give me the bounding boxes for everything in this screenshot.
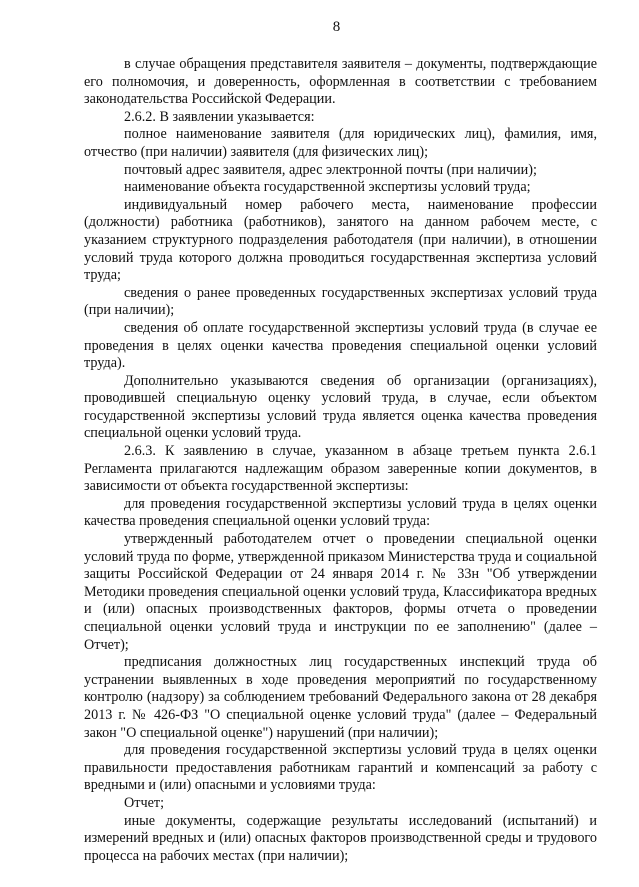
- paragraph-representative-documents: в случае обращения представителя заявителя – документы, подтверждающие его полномочия, и доверенность, оформленная в соответствии с требованием законодательства Российской Федерации.: [84, 56, 597, 108]
- page-number: 8: [332, 19, 341, 35]
- paragraph-other-documents: иные документы, содержащие результаты исследований (испытаний) и измерений вредных и (или) опасных факторов производственной среды и трудового процесса на рабочих местах (при наличии);: [84, 812, 597, 864]
- paragraph-guarantees-assessment: для проведения государственной экспертизы условий труда в целях оценки правильности предоставления работникам гарантий и компенсаций за работу с вредными и (или) опасными и условиями труда:: [84, 742, 597, 794]
- paragraph-payment-info: сведения об оплате государственной экспертизы условий труда (в случае ее проведения в целях оценки качества проведения специальной оценки условий труда).: [84, 319, 597, 372]
- paragraph-postal-address: почтовый адрес заявителя, адрес электронной почты (при наличии);: [124, 161, 537, 178]
- paragraph-applicant-name: полное наименование заявителя (для юридических лиц), фамилия, имя, отчество (при наличии) заявителя (для физических лиц);: [84, 126, 597, 160]
- paragraph-previous-expertise: сведения о ранее проведенных государственных экспертизах условий труда (при наличии);: [84, 284, 597, 319]
- paragraph-2-6-3-heading: 2.6.3. К заявлению в случае, указанном в абзаце третьем пункта 2.6.1 Регламента прилагаются надлежащим образом заверенные копии документов, в зависимости от объекта государственной экспертизы:: [84, 443, 597, 495]
- paragraph-workplace-number: индивидуальный номер рабочего места, наименование профессии (должности) работника (работников), занятого на данном рабочем месте, с указанием структурного подразделения работодателя (при наличии), в отношении условий труда которого должна проводиться государственная экспертиза условий труда;: [84, 196, 597, 284]
- paragraph-expertise-object: наименование объекта государственной экспертизы условий труда;: [124, 179, 531, 196]
- paragraph-quality-assessment: для проведения государственной экспертизы условий труда в целях оценки качества проведения специальной оценки условий труда:: [84, 495, 597, 530]
- paragraph-additional-info: Дополнительно указываются сведения об организации (организациях), проводившей специальную оценку условий труда, в случае, если объектом государственной экспертизы условий труда является оценка качества проведения специальной оценки условий труда.: [84, 372, 597, 442]
- paragraph-inspection-orders: предписания должностных лиц государственных инспекций труда об устранении выявленных в ходе проведения мероприятий по государственному контролю (надзору) за соблюдением требований Федерального закона от 28 декабря 2013 г. № 426-ФЗ "О специальной оценке условий труда" (далее – Федеральный закон "О специальной оценке") нарушений (при наличии);: [84, 654, 597, 741]
- paragraph-approved-report: утвержденный работодателем отчет о проведении специальной оценки условий труда по форме, утвержденной приказом Министерства труда и социальной защиты Российской Федерации от 24 января 2014 г. № 33н "Об утверждении Методики проведения специальной оценки условий труда, Классификатора вредных и (или) опасных производственных факторов, формы отчета о проведении специальной оценки условий труда и инструкции по ее заполнению" (далее – Отчет);: [84, 531, 597, 653]
- paragraph-report: Отчет;: [124, 794, 165, 811]
- paragraph-2-6-2-heading: 2.6.2. В заявлении указывается:: [124, 108, 315, 125]
- document-body: [84, 56, 597, 865]
